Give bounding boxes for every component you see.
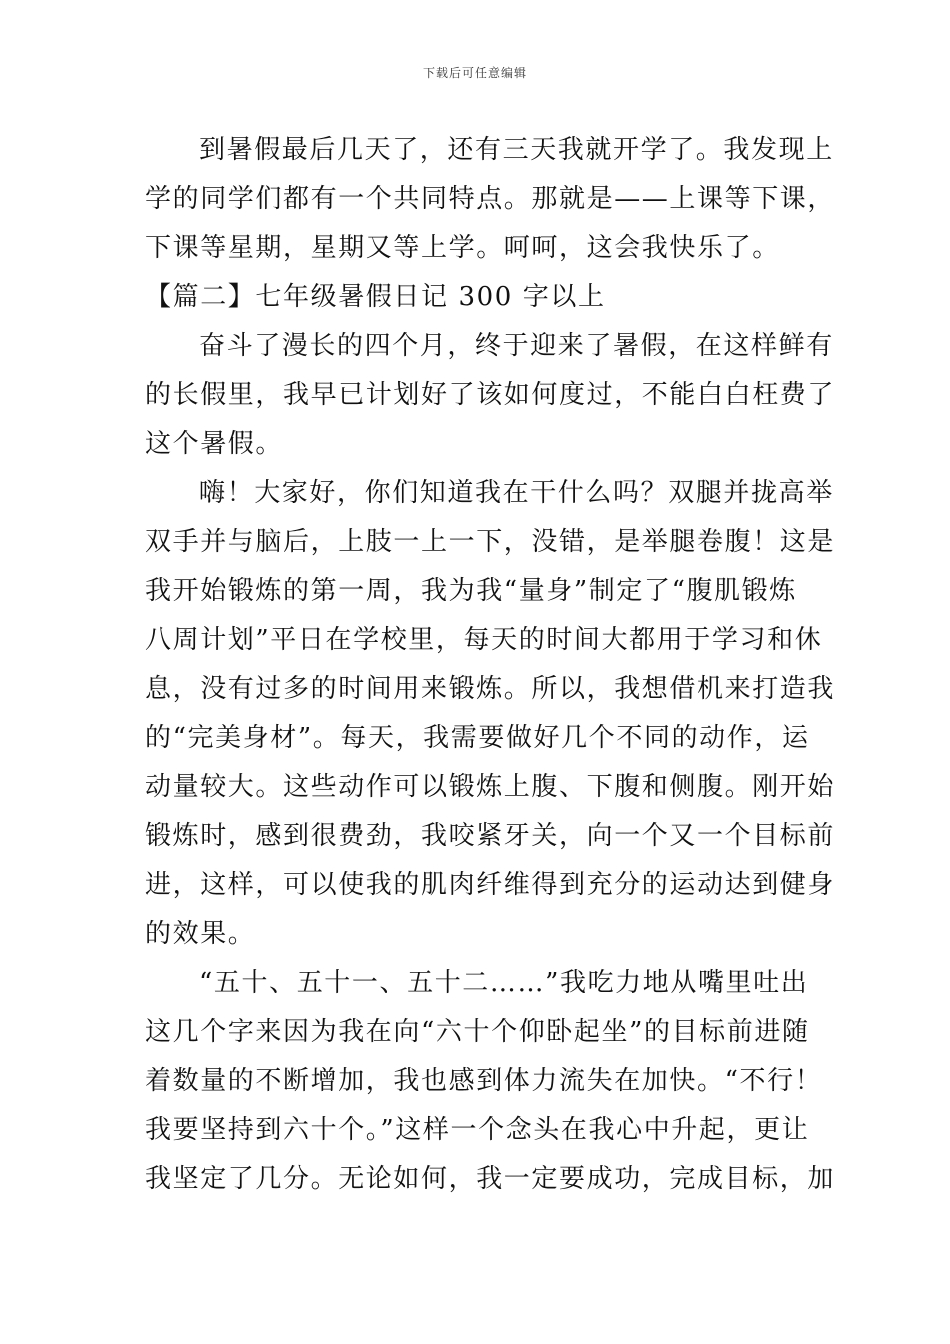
- paragraph-2: [145, 322, 836, 469]
- text-line: 的效果。: [145, 919, 256, 949]
- page-header: 下载后可任意编辑: [422, 66, 527, 80]
- text-line: 我开始锻炼的第一周，我为我“量身”制定了“腹肌锻炼: [145, 576, 797, 606]
- text-line: 的长假里，我早已计划好了该如何度过，不能白白枉费了: [145, 380, 836, 410]
- text-line: 这个暑假。: [145, 429, 284, 459]
- text-line: 息，没有过多的时间用来锻炼。所以，我想借机来打造我: [145, 674, 836, 704]
- section-heading: [145, 273, 807, 322]
- text-line: 双手并与脑后，上肢一上一下，没错，是举腿卷腹！这是: [145, 527, 836, 557]
- text-line: 到暑假最后几天了，还有三天我就开学了。我发现上: [199, 135, 834, 165]
- text-line: 我坚定了几分。无论如何，我一定要成功，完成目标，加: [145, 1164, 836, 1194]
- text-line: 这几个字来因为我在向“六十个仰卧起坐”的目标前进随: [145, 1017, 810, 1047]
- text-line: 下课等星期，星期又等上学。呵呵，这会我快乐了。: [145, 233, 780, 263]
- document-body: [145, 126, 836, 1204]
- text-line: 着数量的不断增加，我也感到体力流失在加快。“不行！: [145, 1066, 823, 1096]
- text-line: 进，这样，可以使我的肌肉纤维得到充分的运动达到健身: [145, 870, 836, 900]
- paragraph-3: [145, 469, 836, 959]
- text-line: 八周计划”平日在学校里，每天的时间大都用于学习和休: [145, 625, 823, 655]
- text-line: 的“完美身材”。每天，我需要做好几个不同的动作，运: [145, 723, 810, 753]
- paragraph-1: [145, 126, 836, 273]
- heading-line: 【篇二】七年级暑假日记 300 字以上: [145, 282, 606, 312]
- text-line: 学的同学们都有一个共同特点。那就是——上课等下课，: [145, 184, 836, 214]
- text-line: 我要坚持到六十个。”这样一个念头在我心中升起，更让: [145, 1115, 810, 1145]
- text-line: 锻炼时，感到很费劲，我咬紧牙关，向一个又一个目标前: [145, 821, 836, 851]
- text-line: 嗨！大家好，你们知道我在干什么吗？双腿并拢高举: [199, 478, 834, 508]
- text-line: 动量较大。这些动作可以锻炼上腹、下腹和侧腹。刚开始: [145, 772, 836, 802]
- text-line: “五十、五十一、五十二……”我吃力地从嘴里吐出: [199, 968, 809, 998]
- text-line: 奋斗了漫长的四个月，终于迎来了暑假，在这样鲜有: [199, 331, 834, 361]
- paragraph-4: [145, 959, 836, 1204]
